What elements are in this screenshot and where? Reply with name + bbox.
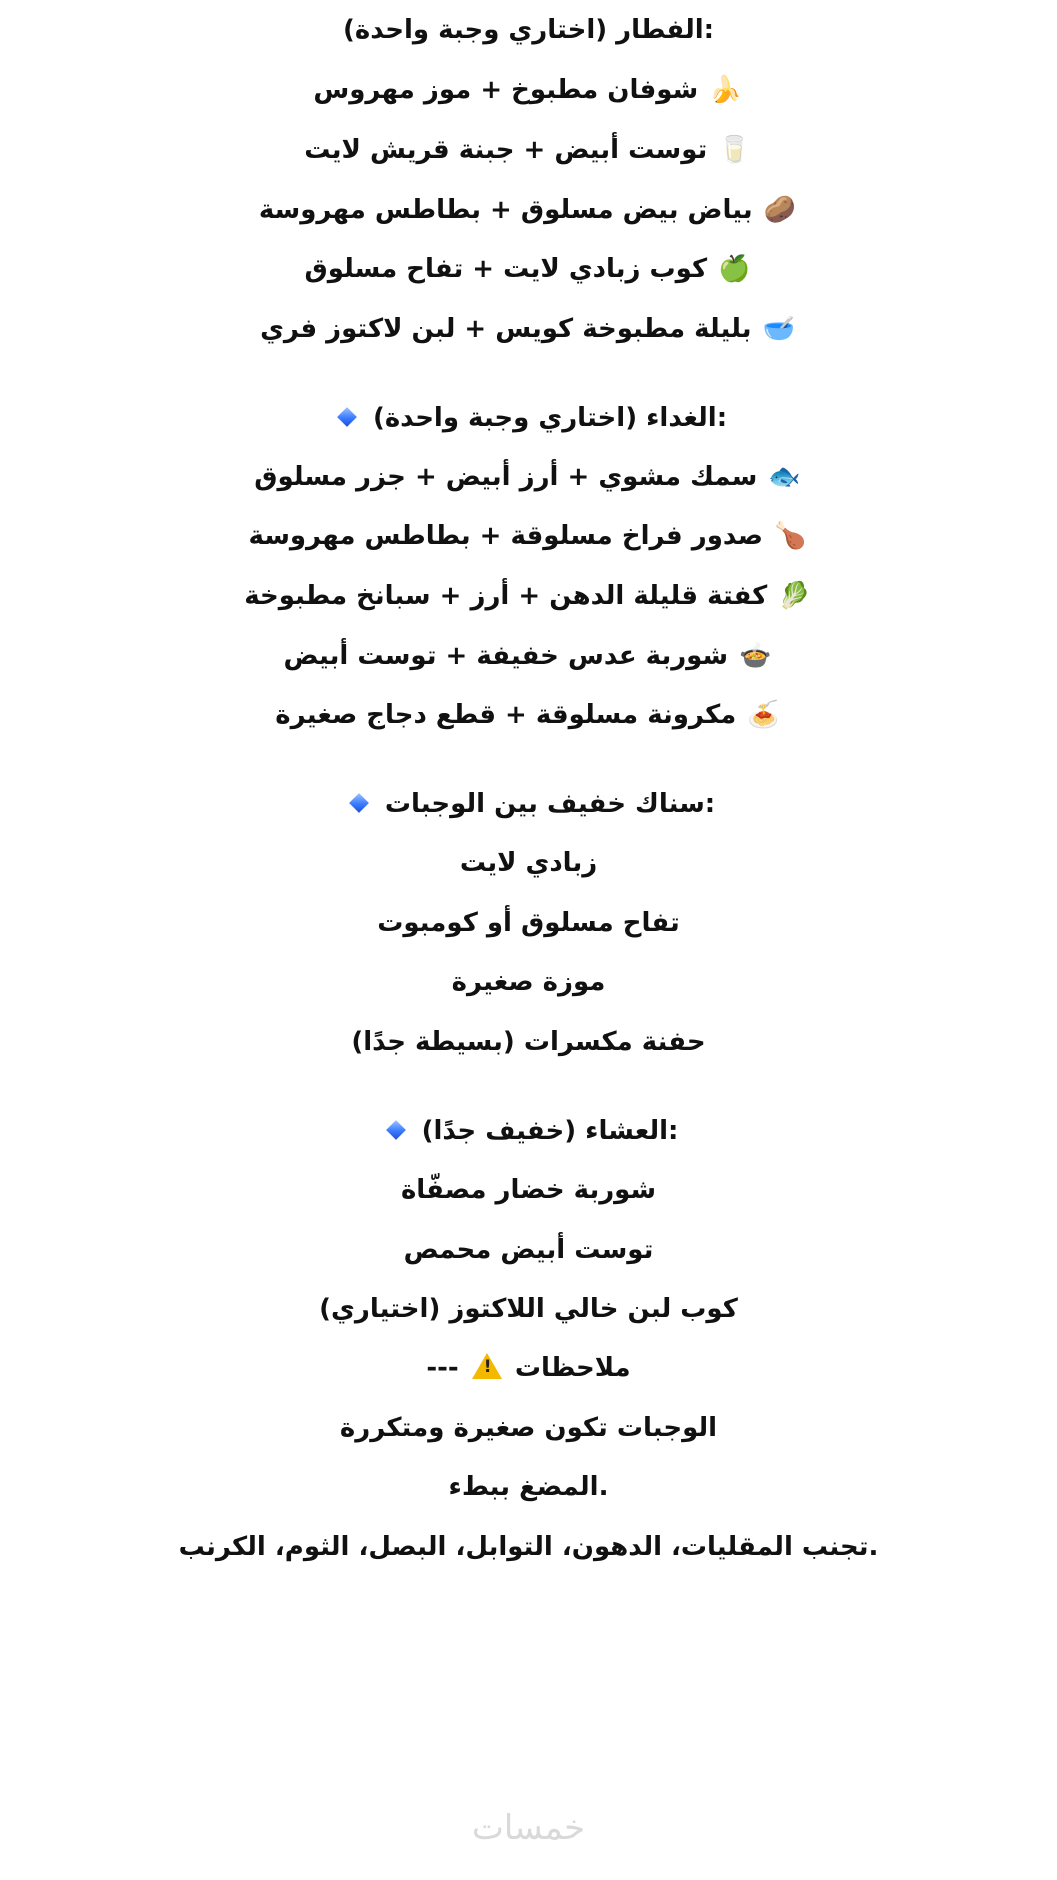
dinner-item-text: توست أبيض محمص [403, 1235, 654, 1265]
breakfast-item-text: شوفان مطبوخ + موز مهروس [313, 75, 699, 105]
snack-item-text: تفاح مسلوق أو كومبوت [377, 908, 680, 938]
lunch-item [0, 457, 1057, 497]
lunch-item [0, 516, 1057, 556]
dinner-heading [0, 1111, 1057, 1151]
notes-heading-text: ملاحظات [514, 1353, 631, 1383]
notes-item [0, 1467, 1057, 1507]
soup-pot-icon: 🍲 [739, 641, 772, 671]
watermark-logo: خمسات [471, 1808, 586, 1848]
breakfast-item-text: توست أبيض + جبنة قريش لايت [304, 135, 708, 165]
lunch-item-text: مكرونة مسلوقة + قطع دجاج صغيرة [275, 700, 737, 730]
lunch-item-text: صدور فراخ مسلوقة + بطاطس مهروسة [248, 521, 763, 551]
green-apple-icon: 🍏 [718, 254, 751, 284]
notes-item-text: .المضغ ببطء [448, 1472, 609, 1502]
snack-item [0, 903, 1057, 943]
spaghetti-icon: 🍝 [747, 700, 780, 730]
leafy-green-icon: 🥬 [778, 581, 811, 611]
breakfast-item-text: بياض بيض مسلوق + بطاطس مهروسة [258, 195, 753, 225]
breakfast-item [0, 249, 1057, 289]
snack-item [0, 843, 1057, 883]
snack-item [0, 962, 1057, 1002]
lunch-item-text: كفتة قليلة الدهن + أرز + سبانخ مطبوخة [244, 581, 768, 611]
lunch-item [0, 695, 1057, 735]
dinner-item-text: شوربة خضار مصفّاة [400, 1175, 657, 1205]
breakfast-item-text: كوب زبادي لايت + تفاح مسلوق [304, 254, 708, 284]
breakfast-heading [0, 10, 1057, 50]
notes-item-text: .تجنب المقليات، الدهون، التوابل، البصل، الثوم، الكرنب [178, 1532, 879, 1562]
bowl-icon: 🥣 [762, 314, 795, 344]
breakfast-item [0, 130, 1057, 170]
snack-item [0, 1022, 1057, 1062]
dinner-item [0, 1170, 1057, 1210]
lunch-heading-text: :الغداء (اختاري وجبة واحدة) [372, 403, 728, 433]
blue-diamond-icon [386, 1120, 406, 1140]
lunch-item-text: شوربة عدس خفيفة + توست أبيض [283, 641, 729, 671]
dinner-heading-text: :العشاء (خفيف جدًا) [421, 1116, 679, 1146]
lunch-item [0, 576, 1057, 616]
poultry-leg-icon: 🍗 [774, 521, 807, 551]
snack-heading [0, 784, 1057, 824]
notes-item-text: الوجبات تكون صغيرة ومتكررة [339, 1413, 718, 1443]
lunch-item [0, 636, 1057, 676]
snack-heading-text: :سناك خفيف بين الوجبات [384, 789, 716, 819]
fish-icon: 🐟 [768, 462, 801, 492]
dinner-item [0, 1289, 1057, 1329]
snack-item-text: موزة صغيرة [451, 967, 606, 997]
snack-item-text: زبادي لايت [459, 848, 598, 878]
dinner-item [0, 1230, 1057, 1270]
snack-item-text: حفنة مكسرات (بسيطة جدًا) [351, 1027, 706, 1057]
potato-icon: 🥔 [763, 195, 797, 225]
notes-item [0, 1527, 1057, 1567]
milk-glass-icon: 🥛 [718, 135, 751, 165]
notes-heading [0, 1348, 1057, 1388]
dinner-item-text: كوب لبن خالي اللاكتوز (اختياري) [319, 1294, 738, 1324]
blue-diamond-icon [349, 793, 369, 813]
banana-icon: 🍌 [709, 75, 742, 105]
notes-item [0, 1408, 1057, 1448]
notes-prefix: --- [426, 1353, 459, 1383]
lunch-item-text: سمك مشوي + أرز أبيض + جزر مسلوق [254, 462, 758, 492]
breakfast-heading-text: :الفطار (اختاري وجبة واحدة) [342, 15, 715, 45]
warning-icon [472, 1353, 502, 1379]
lunch-heading [0, 398, 1057, 438]
blue-diamond-icon [337, 407, 357, 427]
breakfast-item [0, 70, 1057, 110]
breakfast-item [0, 309, 1057, 349]
breakfast-item [0, 190, 1057, 230]
breakfast-item-text: بليلة مطبوخة كويس + لبن لاكتوز فري [260, 314, 752, 344]
